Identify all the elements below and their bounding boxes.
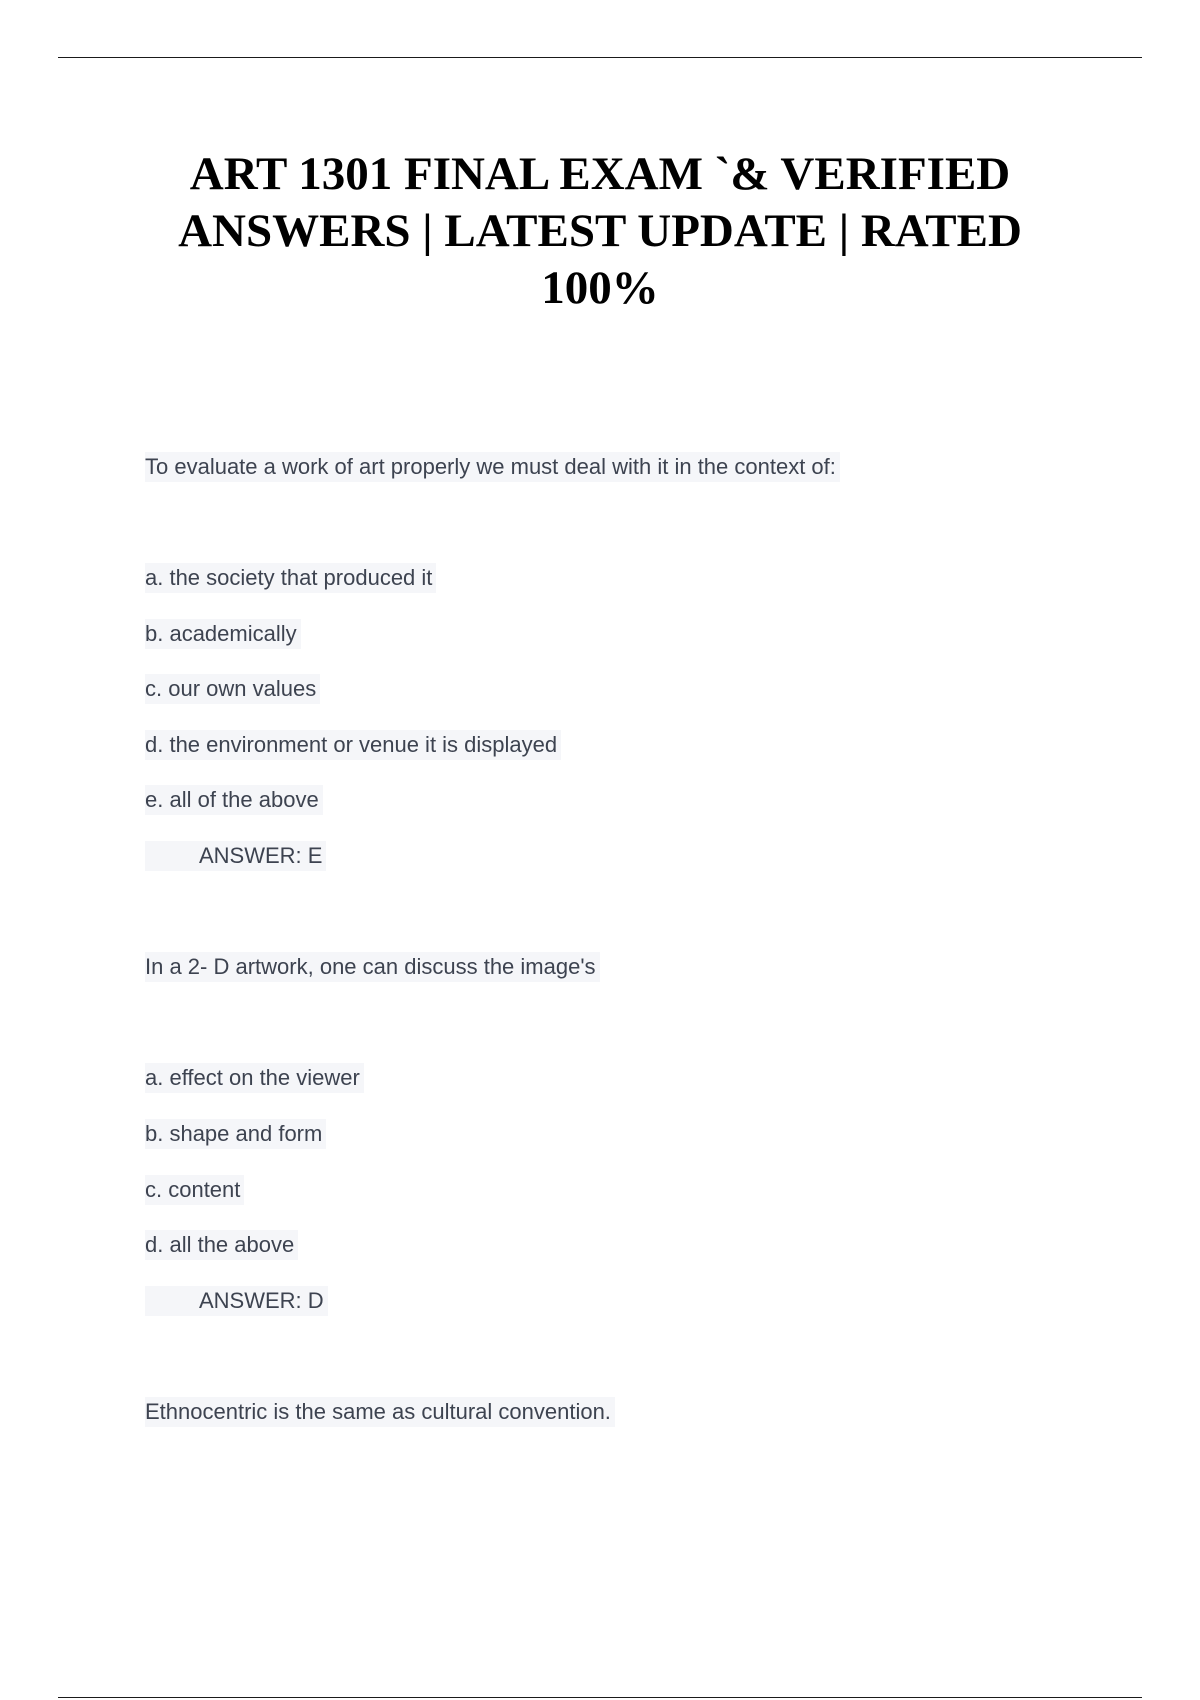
question-2-prompt: In a 2- D artwork, one can discuss the image's [145,952,600,982]
title-line-2: ANSWERS | LATEST UPDATE | RATED [178,205,1022,257]
question-1-prompt: To evaluate a work of art properly we must deal with it in the context of: [145,452,840,482]
question-1-option-b: b. academically [145,619,301,649]
question-1-option-d: d. the environment or venue it is displayed [145,730,561,760]
question-2-option-d: d. all the above [145,1230,298,1260]
question-1-option-a: a. the society that produced it [145,563,436,593]
question-2-option-c: c. content [145,1175,244,1205]
question-3-prompt: Ethnocentric is the same as cultural convention. [145,1397,615,1427]
document-title [100,146,1100,317]
title-line-3: 100% [541,262,659,314]
question-1-answer: ANSWER: E [145,841,326,871]
top-rule [58,57,1142,58]
question-1-option-c: c. our own values [145,674,320,704]
title-line-1: ART 1301 FINAL EXAM `& VERIFIED [189,148,1011,200]
question-2-answer: ANSWER: D [145,1286,328,1316]
question-1-option-e: e. all of the above [145,785,323,815]
question-2-option-a: a. effect on the viewer [145,1063,364,1093]
question-2-option-b: b. shape and form [145,1119,326,1149]
bottom-rule [58,1697,1142,1698]
